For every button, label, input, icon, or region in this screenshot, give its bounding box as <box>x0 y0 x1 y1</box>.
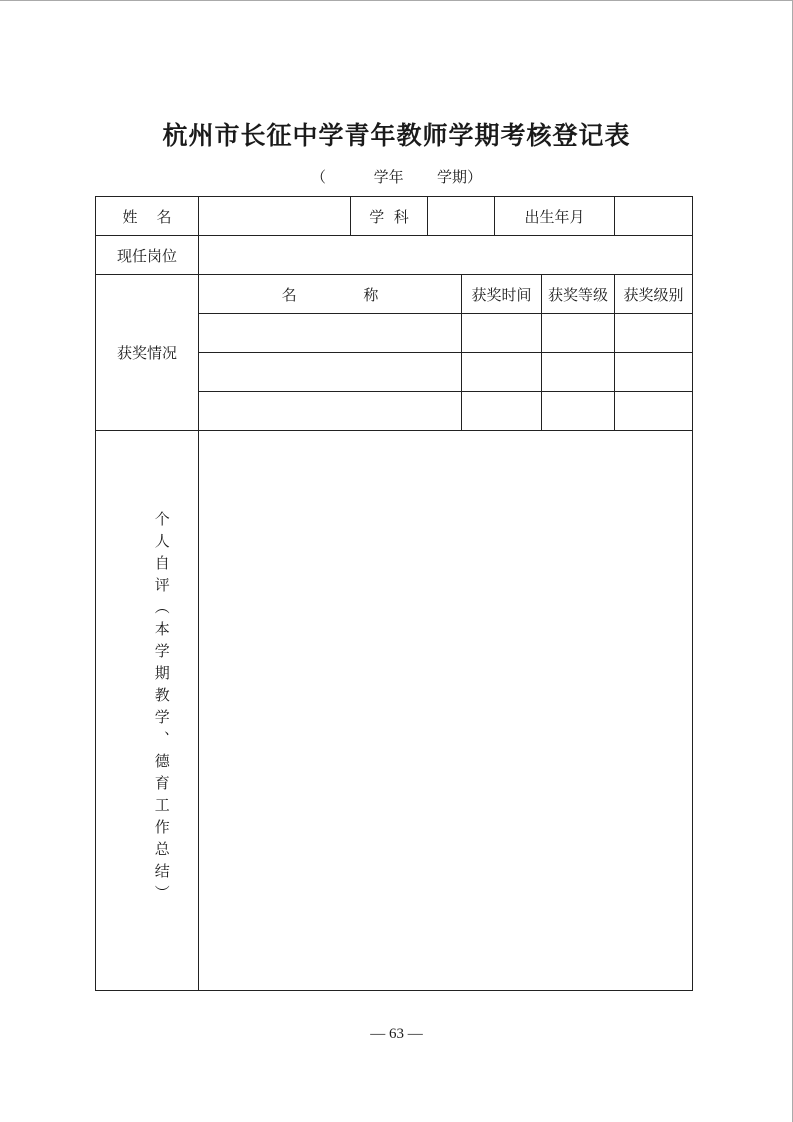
award-time-header: 获奖时间 <box>462 275 542 314</box>
name-field[interactable] <box>199 197 351 236</box>
award-level-field[interactable] <box>615 392 693 431</box>
self-evaluation-label-cell <box>96 431 199 991</box>
award-grade-header: 获奖等级 <box>542 275 615 314</box>
award-grade-field[interactable] <box>542 353 615 392</box>
award-level-header: 获奖级别 <box>615 275 693 314</box>
subject-label: 学 科 <box>351 197 428 236</box>
self-evaluation-field[interactable] <box>199 431 693 991</box>
page-border-top <box>0 0 793 1</box>
award-name-header: 名 称 <box>199 275 462 314</box>
awards-label: 获奖情况 <box>96 275 199 431</box>
term-line: （ 学年 学期） <box>310 168 483 186</box>
award-time-field[interactable] <box>462 392 542 431</box>
row-basic-info <box>96 197 693 236</box>
name-label: 姓 名 <box>96 197 199 236</box>
page-number: — 63 — <box>370 1026 423 1042</box>
award-time-field[interactable] <box>462 314 542 353</box>
award-level-field[interactable] <box>615 353 693 392</box>
award-name-field[interactable] <box>199 392 462 431</box>
position-label: 现任岗位 <box>96 236 199 275</box>
form-title: 杭州市长征中学青年教师学期考核登记表 <box>162 121 631 150</box>
award-name-field[interactable] <box>199 314 462 353</box>
award-grade-field[interactable] <box>542 314 615 353</box>
row-awards-header <box>96 275 693 314</box>
position-field[interactable] <box>199 236 693 275</box>
award-name-field[interactable] <box>199 353 462 392</box>
subject-field[interactable] <box>428 197 495 236</box>
award-grade-field[interactable] <box>542 392 615 431</box>
registration-form-table <box>95 196 693 991</box>
birth-date-field[interactable] <box>615 197 693 236</box>
award-level-field[interactable] <box>615 314 693 353</box>
birth-date-label: 出生年月 <box>495 197 615 236</box>
award-time-field[interactable] <box>462 353 542 392</box>
row-position <box>96 236 693 275</box>
self-evaluation-label: 个人自评（本学期教学、德育工作总结） <box>152 510 171 907</box>
row-self-evaluation <box>96 431 693 991</box>
